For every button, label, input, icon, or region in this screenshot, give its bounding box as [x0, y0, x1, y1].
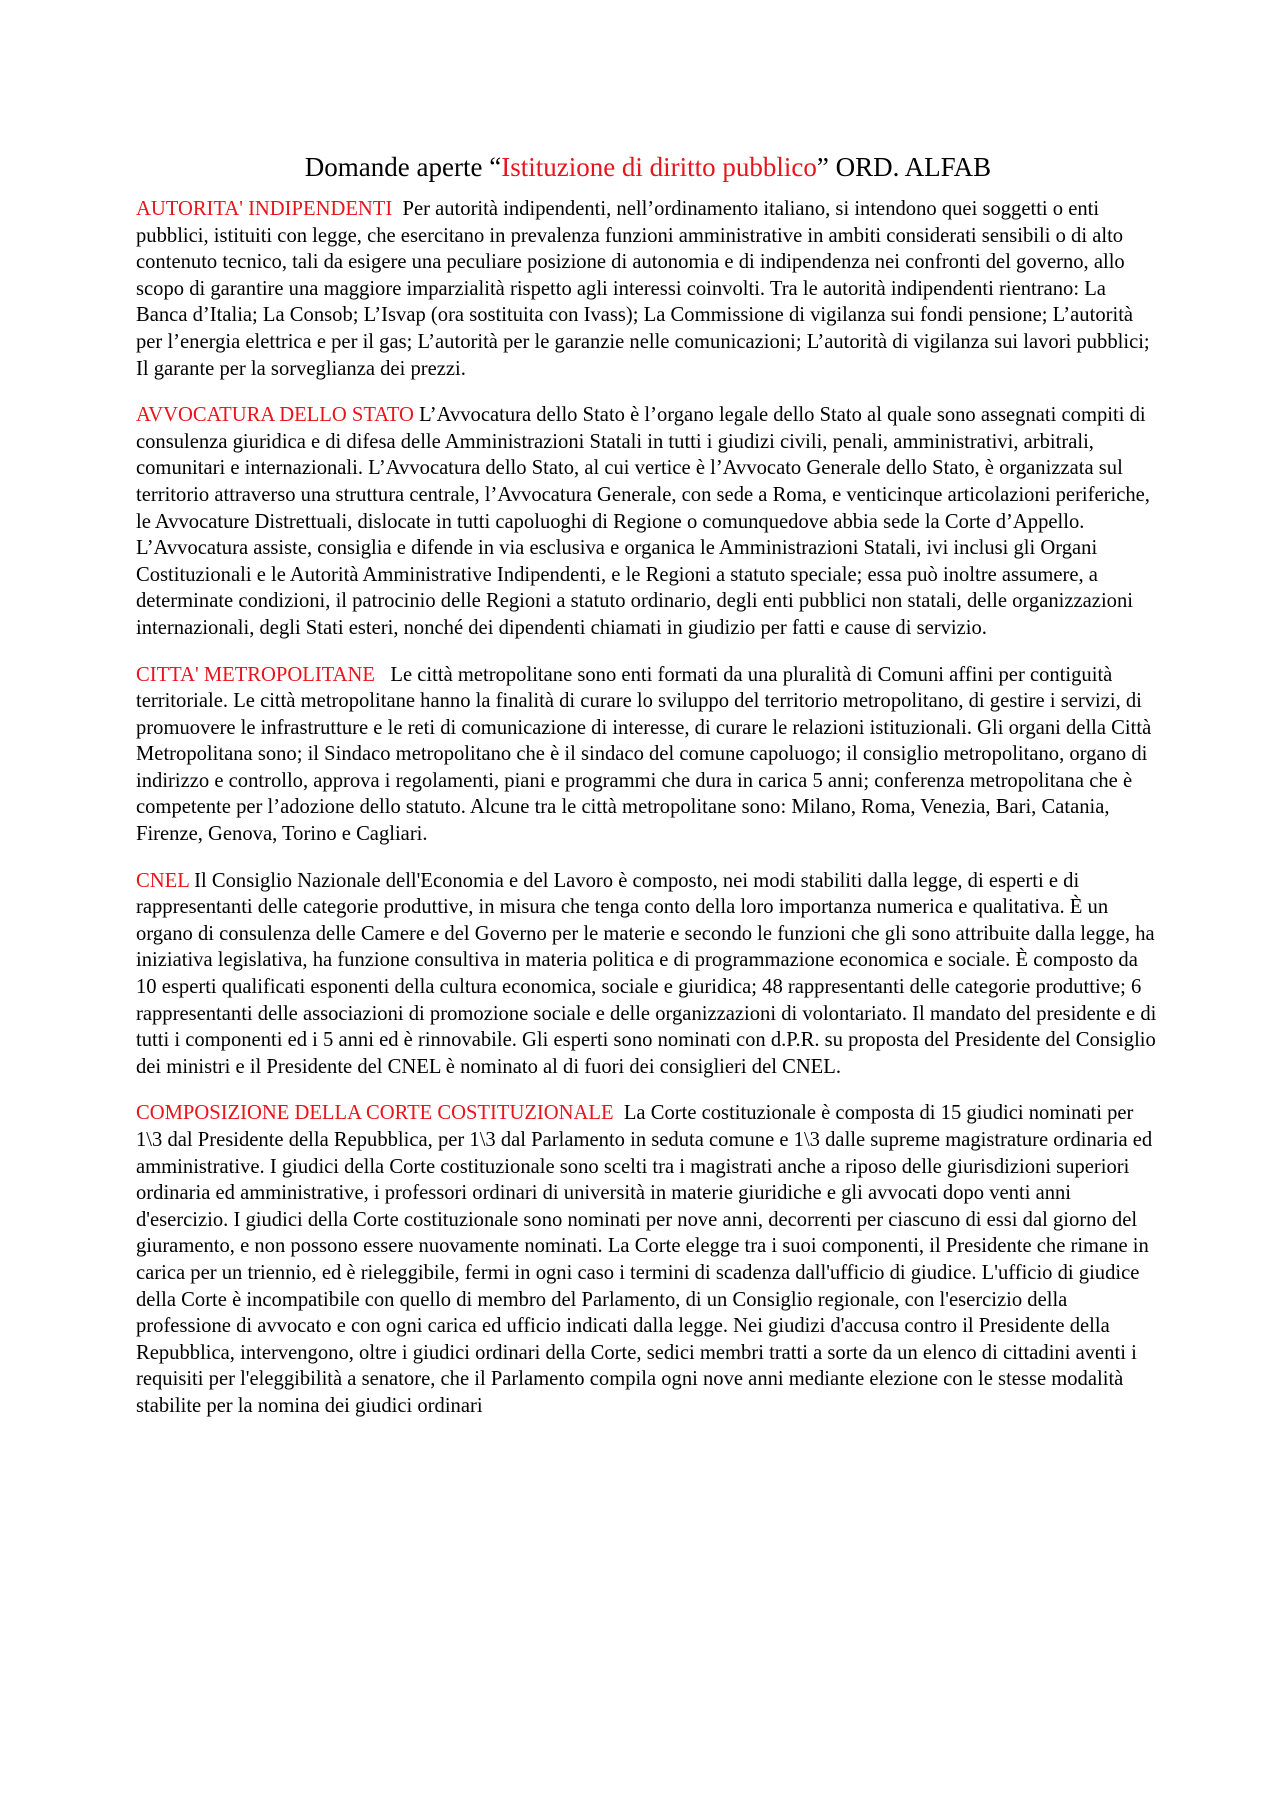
title-prefix: Domande aperte “: [304, 152, 502, 182]
entry-term: CNEL: [136, 869, 190, 892]
entry-term: AVVOCATURA DELLO STATO: [136, 404, 414, 427]
entry-composizione-corte-costituzionale: [136, 1100, 1160, 1419]
entry-text: Per autorità indipendenti, nell’ordinamento italiano, si intendono quei soggetti o enti pubblici, istituiti con legge, che esercitano in prevalenza funzioni amministrative in ambiti considerati sensibili o di alto contenuto tecnico, tali da esigere una peculiare posizione di autonomia e di indipendenza nei confronti del governo, allo scopo di garantire una maggiore imparzialità rispetto agli interessi coinvolti. Tra le autorità indipendenti rientrano: La Banca d’Italia; La Consob; L’Isvap (ora sostituita con Ivass); La Commissione di vigilanza sui fondi pensione; L’autorità per l’energia elettrica e per il gas; L’autorità per le garanzie nelle comunicazioni; L’autorità di vigilanza sui lavori pubblici; Il garante per la sorveglianza dei prezzi.: [136, 198, 1150, 380]
document-page: [136, 150, 1160, 1440]
entry-term: COMPOSIZIONE DELLA CORTE COSTITUZIONALE: [136, 1102, 614, 1125]
entry-text: La Corte costituzionale è composta di 15 giudici nominati per 1\3 dal Presidente della Repubblica, per 1\3 dal Parlamento in seduta comune e 1\3 dalle supreme magistrature ordinaria ed amministrative. I giudici della Corte costituzionale sono scelti tra i magistrati anche a riposo delle giurisdizioni superiori ordinaria ed amministrative, i professori ordinari di università in materie giuridiche e gli avvocati dopo venti anni d'esercizio. I giudici della Corte costituzionale sono nominati per nove anni, decorrenti per ciascuno di essi dal giorno del giuramento, e non possono essere nuovamente nominati. La Corte elegge tra i suoi componenti, il Presidente che rimane in carica per un triennio, ed è rieleggibile, fermi in ogni caso i termini di scadenza dall'ufficio di giudice. L'ufficio di giudice della Corte è incompatibile con quello di membro del Parlamento, di un Consiglio regionale, con l'esercizio della professione di avvocato e con ogni carica ed ufficio indicati dalla legge. Nei giudizi d'accusa contro il Presidente della Repubblica, intervengono, oltre i giudici ordinari della Corte, sedici membri tratti a sorte da un elenco di cittadini aventi i requisiti per l'eleggibilità a senatore, che il Parlamento compila ogni nove anni mediante elezione con le stesse modalità stabilite per la nomina dei giudici ordinari: [136, 1102, 1153, 1417]
entry-term: CITTA' METROPOLITANE: [136, 663, 375, 686]
title-highlight: Istituzione di diritto pubblico: [501, 152, 817, 182]
title-suffix: ” ORD. ALFAB: [816, 152, 992, 182]
entry-citta-metropolitane: [136, 662, 1160, 848]
entry-text: Le città metropolitane sono enti formati da una pluralità di Comuni affini per contiguità territoriale. Le città metropolitane hanno la finalità di curare lo sviluppo del territorio metropolitano, di gestire i servizi, di promuovere le infrastrutture e le reti di comunicazione di interesse, di curare le relazioni istituzionali. Gli organi della Città Metropolitana sono; il Sindaco metropolitano che è il sindaco del comune capoluogo; il consiglio metropolitano, organo di indirizzo e controllo, approva i regolamenti, piani e programmi che dura in carica 5 anni; conferenza metropolitana che è competente per l’adozione dello statuto. Alcune tra le città metropolitane sono: Milano, Roma, Venezia, Bari, Catania, Firenze, Genova, Torino e Cagliari.: [136, 663, 1152, 846]
entry-text: Il Consiglio Nazionale dell'Economia e del Lavoro è composto, nei modi stabiliti dalla legge, di esperti e di rappresentanti delle categorie produttive, in misura che tenga conto della loro importanza numerica e qualitativa. È un organo di consulenza delle Camere e del Governo per le materie e secondo le funzioni che gli sono attribuite dalla legge, ha iniziativa legislativa, ha funzione consultiva in materia politica e di programmazione economica e sociale. È composto da 10 esperti qualificati esponenti della cultura economica, sociale e giuridica; 48 rappresentanti delle categorie produttive; 6 rappresentanti delle associazioni di promozione sociale e delle organizzazioni di volontariato. Il mandato del presidente e di tutti i componenti ed i 5 anni ed è rinnovabile. Gli esperti sono nominati con d.P.R. su proposta del Presidente del Consiglio dei ministri e il Presidente del CNEL è nominato al di fuori dei consiglieri del CNEL.: [136, 869, 1157, 1078]
entry-term: AUTORITA' INDIPENDENTI: [136, 198, 393, 220]
document-title: [136, 150, 1160, 184]
entry-cnel: [136, 868, 1160, 1081]
entry-avvocatura-dello-stato: [136, 402, 1160, 641]
entry-text: L’Avvocatura dello Stato è l’organo legale dello Stato al quale sono assegnati compiti di consulenza giuridica e di difesa delle Amministrazioni Statali in tutti i giudizi civili, penali, amministrativi, arbitrali, comunitari e internazionali. L’Avvocatura dello Stato, al cui vertice è l’Avvocato Generale dello Stato, è organizzata sul territorio attraverso una struttura centrale, l’Avvocatura Generale, con sede a Roma, e venticinque articolazioni periferiche, le Avvocature Distrettuali, dislocate in tutti capoluoghi di Regione o comunquedove abbia sede la Corte d’Appello. L’Avvocatura assiste, consiglia e difende in via esclusiva e organica le Amministrazioni Statali, ivi inclusi gli Organi Costituzionali e le Autorità Amministrative Indipendenti, e le Regioni a statuto speciale; essa può inoltre assumere, a determinate condizioni, il patrocinio delle Regioni a statuto ordinario, degli enti pubblici non statali, delle organizzazioni internazionali, degli Stati esteri, nonché dei dipendenti chiamati in giudizio per fatti e cause di servizio.: [136, 404, 1150, 639]
entry-autorita-indipendenti: [136, 196, 1160, 382]
